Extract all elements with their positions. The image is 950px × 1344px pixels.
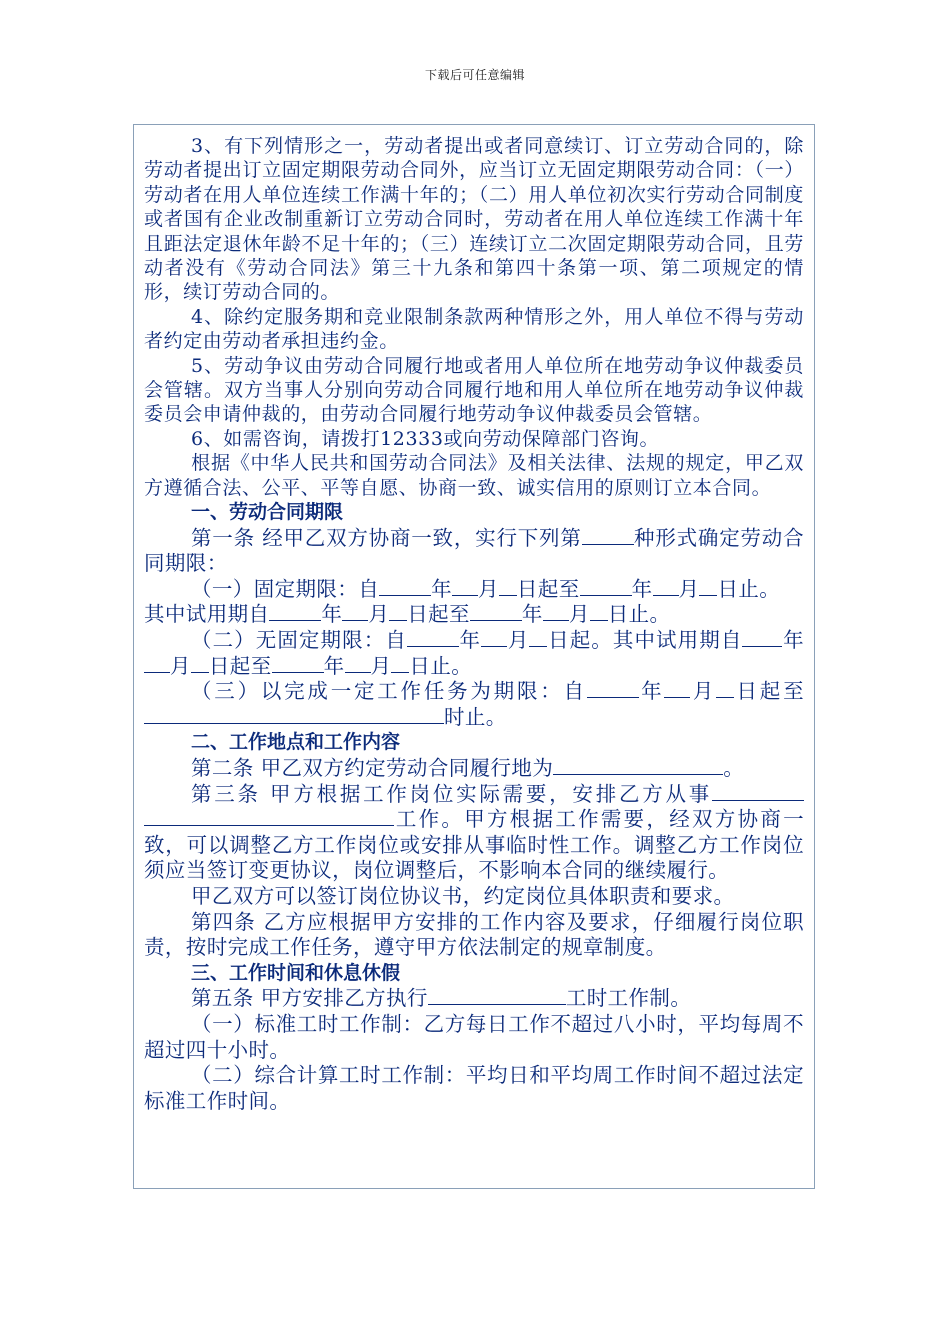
open-trial-start-year-blank[interactable]: [742, 628, 782, 647]
page-header: 下载后可任意编辑: [424, 68, 525, 82]
open-term-line: （二）无固定期限：自 年 月 日起。其中试用期自 年月 日起至 年 月 日止。: [144, 628, 804, 679]
note-5: 5、劳动争议由劳动合同履行地或者用人单位所在地劳动争议仲裁委员会管辖。双方当事人分别向劳动合同履行地和用人单位所在地劳动争议仲裁委员会申请仲裁的，由劳动合同履行地劳动争议仲裁委员会管辖。: [144, 354, 804, 426]
document-body: [144, 134, 804, 1114]
open-trial-start-month-blank[interactable]: [144, 654, 170, 673]
trial-start-month-blank[interactable]: [342, 602, 368, 621]
section-1-title: 一、劳动合同期限: [191, 501, 344, 524]
intro-paragraph: 根据《中华人民共和国劳动合同法》及相关法律、法规的规定，甲乙双方遵循合法、公平、平等自愿、协商一致、诚实信用的原则订立本合同。: [144, 452, 804, 499]
trial-end-month-blank[interactable]: [543, 602, 569, 621]
work-hours-system-blank[interactable]: [428, 986, 566, 1005]
trial-start-day-blank[interactable]: [389, 602, 407, 621]
job-blank-part2[interactable]: [144, 807, 394, 826]
open-trial-end-month-blank[interactable]: [345, 654, 371, 673]
note-6: 6、如需咨询，请拨打12333或向劳动保障部门咨询。: [191, 427, 660, 450]
standard-hours-paragraph: （一）标准工时工作制：乙方每日工作不超过八小时，平均每周不超过四十小时。: [144, 1011, 804, 1062]
task-end-blank[interactable]: [144, 705, 444, 724]
open-start-year-blank[interactable]: [407, 628, 459, 647]
note-4: 4、除约定服务期和竞业限制条款两种情形之外，用人单位不得与劳动者约定由劳动者承担违约金。: [144, 305, 804, 353]
fixed-start-day-blank[interactable]: [499, 577, 517, 596]
task-start-day-blank[interactable]: [716, 679, 734, 698]
open-start-day-blank[interactable]: [529, 628, 547, 647]
trial-end-day-blank[interactable]: [590, 602, 608, 621]
form-type-blank[interactable]: [582, 526, 634, 545]
task-start-year-blank[interactable]: [587, 679, 639, 698]
comprehensive-hours-paragraph: （二）综合计算工时工作制：平均日和平均周工作时间不超过法定标准工作时间。: [144, 1063, 804, 1113]
post-agreement-paragraph: 甲乙双方可以签订岗位协议书，约定岗位具体职责和要求。: [191, 884, 735, 908]
fixed-term-line: （一）固定期限：自 年 月 日起至 年 月 日止。: [191, 576, 781, 601]
fixed-start-month-blank[interactable]: [452, 577, 478, 596]
fixed-end-day-blank[interactable]: [699, 577, 717, 596]
fixed-end-year-blank[interactable]: [580, 577, 632, 596]
fixed-end-month-blank[interactable]: [653, 577, 679, 596]
job-blank-part1[interactable]: [712, 782, 804, 801]
task-start-month-blank[interactable]: [664, 679, 690, 698]
fixed-start-year-blank[interactable]: [379, 577, 431, 596]
open-start-month-blank[interactable]: [481, 628, 507, 647]
note-3: 3、有下列情形之一，劳动者提出或者同意续订、订立劳动合同的，除劳动者提出订立固定期限劳动合同外，应当订立无固定期限劳动合同：（一）劳动者在用人单位连续工作满十年的；（二）用人单位初次实行劳动合同制度或者国有企业改制重新订立劳动合同时，劳动者在用人单位连续工作满十年且距法定退休年龄不足十年的；（三）连续订立二次固定期限劳动合同，且劳动者没有《劳动合同法》第三十九条和第四十条第一项、第二项规定的情形，续订劳动合同的。: [144, 135, 804, 304]
section-3-title: 三、工作时间和休息休假: [191, 961, 401, 984]
article-2: 第二条 甲乙双方约定劳动合同履行地为 。: [191, 756, 745, 781]
article-5: 第五条 甲方安排乙方执行 工时工作制。: [191, 986, 692, 1011]
fixed-trial-line: 其中试用期自 年 月 日起至 年 月 日止。: [144, 602, 671, 627]
trial-end-year-blank[interactable]: [470, 602, 522, 621]
article-1: 第一条 经甲乙双方协商一致，实行下列第 种形式确定劳动合同期限：: [144, 525, 804, 576]
section-2-title: 二、工作地点和工作内容: [191, 731, 401, 754]
trial-start-year-blank[interactable]: [269, 602, 321, 621]
work-location-blank[interactable]: [553, 756, 723, 775]
open-trial-start-day-blank[interactable]: [191, 654, 209, 673]
article-4: 第四条 乙方应根据甲方安排的工作内容及要求，仔细履行岗位职责，按时完成工作任务，遵守甲方依法制定的规章制度。: [144, 909, 804, 960]
article-3: 第三条 甲方根据工作岗位实际需要，安排乙方从事 工作。甲方根据工作需要，经双方协商一致，可以调整乙方工作岗位或安排从事临时性工作。调整乙方工作岗位须应当签订变更协议，岗位调整后，不影响本合同的继续履行。: [144, 781, 804, 883]
open-trial-end-year-blank[interactable]: [272, 654, 324, 673]
task-term-line: （三）以完成一定工作任务为期限：自 年 月 日起至时止。: [144, 679, 804, 730]
open-trial-end-day-blank[interactable]: [391, 654, 409, 673]
